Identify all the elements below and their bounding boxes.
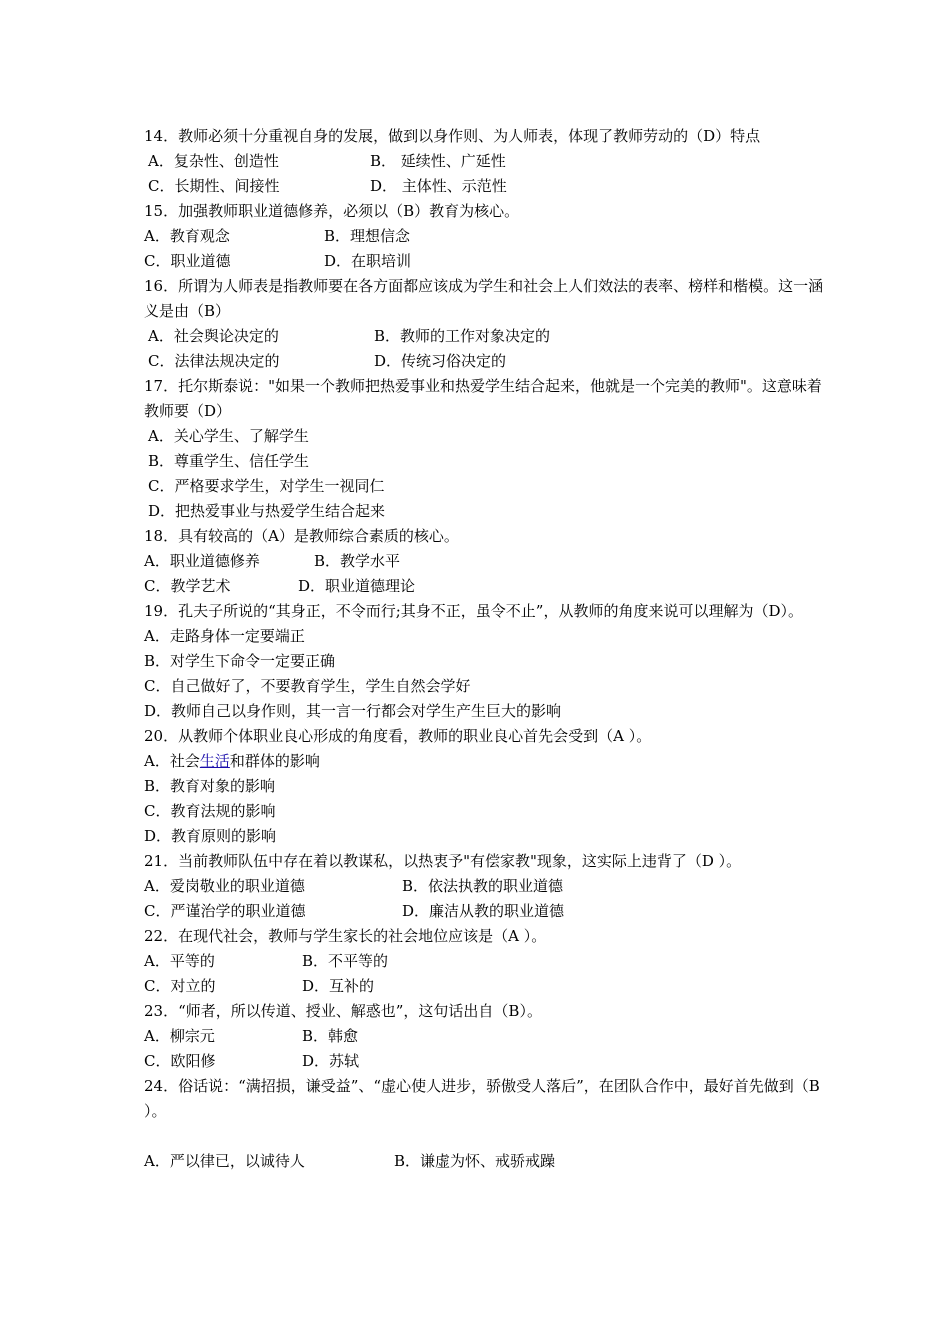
option-d: D．职业道德理论 bbox=[298, 577, 416, 595]
option-c: C．法律法规决定的 bbox=[148, 352, 280, 370]
question-24-stem: 24．俗话说：“满招损，谦受益”、“虚心使人进步，骄傲受人落后”，在团队合作中，最好首先做到（B ）。 bbox=[144, 1077, 820, 1120]
question-list bbox=[144, 124, 824, 1174]
option-b: B．尊重学生、信任学生 bbox=[148, 452, 310, 470]
life-link[interactable]: 生活 bbox=[199, 752, 230, 770]
option-b: B．依法执教的职业道德 bbox=[402, 877, 564, 895]
question-21-stem: 21．当前教师队伍中存在着以教谋私，以热衷予"有偿家教"现象，这实际上违背了（D ）。 bbox=[144, 852, 742, 870]
question-20-stem: 20．从教师个体职业良心形成的角度看，教师的职业良心首先会受到（A ）。 bbox=[144, 727, 652, 745]
option-c: C．欧阳修 bbox=[144, 1052, 216, 1070]
option-a-suffix: 和群体的影响 bbox=[229, 752, 320, 770]
option-a: A．平等的 bbox=[144, 952, 215, 970]
option-a: A．走路身体一定要端正 bbox=[144, 627, 305, 645]
question-18-stem: 18．具有较高的（A）是教师综合素质的核心。 bbox=[144, 527, 459, 545]
option-b: B．不平等的 bbox=[302, 952, 389, 970]
option-a: A．关心学生、了解学生 bbox=[148, 427, 309, 445]
option-b: B． 延续性、广延性 bbox=[370, 152, 506, 170]
option-c: C．对立的 bbox=[144, 977, 216, 995]
option-b: B．教学水平 bbox=[314, 552, 401, 570]
option-c: C．职业道德 bbox=[144, 252, 231, 270]
option-d: D．传统习俗决定的 bbox=[374, 352, 507, 370]
question-19-stem: 19．孔夫子所说的“其身正，不令而行;其身不正，虽令不止”，从教师的角度来说可以理解为（D）。 bbox=[144, 602, 804, 620]
option-a-prefix: A．社会 bbox=[144, 752, 200, 770]
option-c: C．长期性、间接性 bbox=[148, 177, 280, 195]
question-16-options-row-1 bbox=[144, 324, 824, 349]
option-c: C．教学艺术 bbox=[144, 577, 231, 595]
option-d: D．教师自己以身作则，其一言一行都会对学生产生巨大的影响 bbox=[144, 702, 562, 720]
question-18-options-row-1 bbox=[144, 549, 824, 574]
option-d: D． 主体性、示范性 bbox=[370, 177, 507, 195]
option-c: C．自己做好了，不要教育学生，学生自然会学好 bbox=[144, 677, 471, 695]
question-22-stem: 22．在现代社会，教师与学生家长的社会地位应该是（A ）。 bbox=[144, 927, 547, 945]
option-b: B．对学生下命令一定要正确 bbox=[144, 652, 336, 670]
option-d: D．互补的 bbox=[302, 977, 375, 995]
option-a: A．柳宗元 bbox=[144, 1027, 215, 1045]
option-a: A．职业道德修养 bbox=[144, 552, 260, 570]
question-18-options-row-2 bbox=[144, 574, 824, 599]
question-15-stem: 15．加强教师职业道德修养，必须以（B）教育为核心。 bbox=[144, 202, 520, 220]
option-b: B．教育对象的影响 bbox=[144, 777, 276, 795]
question-14-options-row-1 bbox=[144, 149, 824, 174]
question-16-options-row-2 bbox=[144, 349, 824, 374]
question-23-options-row-1 bbox=[144, 1024, 824, 1049]
question-14-options-row-2 bbox=[144, 174, 824, 199]
question-23-options-row-2 bbox=[144, 1049, 824, 1074]
question-17-stem: 17．托尔斯泰说："如果一个教师把热爱事业和热爱学生结合起来，他就是一个完美的教师"。这意味着教师要（D） bbox=[144, 377, 822, 420]
option-d: D．把热爱事业与热爱学生结合起来 bbox=[148, 502, 386, 520]
option-a: A．爱岗敬业的职业道德 bbox=[144, 877, 305, 895]
option-d: D．在职培训 bbox=[324, 252, 412, 270]
question-15-options-row-1 bbox=[144, 224, 824, 249]
option-d: D．教育原则的影响 bbox=[144, 827, 277, 845]
option-b: B．韩愈 bbox=[302, 1027, 359, 1045]
option-a: A．教育观念 bbox=[144, 227, 230, 245]
option-c: C．严格要求学生，对学生一视同仁 bbox=[148, 477, 385, 495]
option-a: A．社会舆论决定的 bbox=[148, 327, 279, 345]
option-b: B．教师的工作对象决定的 bbox=[374, 327, 551, 345]
question-16-stem: 16．所谓为人师表是指教师要在各方面都应该成为学生和社会上人们效法的表率、榜样和楷模。这一涵义是由（B） bbox=[144, 277, 824, 320]
option-d: D．苏轼 bbox=[302, 1052, 360, 1070]
question-14-stem: 14．教师必须十分重视自身的发展，做到以身作则、为人师表，体现了教师劳动的（D）特点 bbox=[144, 127, 761, 145]
option-a: A．复杂性、创造性 bbox=[148, 152, 279, 170]
option-c: C．教育法规的影响 bbox=[144, 802, 276, 820]
option-c: C．严谨治学的职业道德 bbox=[144, 902, 306, 920]
option-a: A．严以律已，以诚待人 bbox=[144, 1152, 305, 1170]
question-22-options-row-1 bbox=[144, 949, 824, 974]
option-b: B．理想信念 bbox=[324, 227, 411, 245]
blank-line bbox=[144, 1124, 824, 1149]
question-23-stem: 23．“师者，所以传道、授业、解惑也”，这句话出自（B）。 bbox=[144, 1002, 542, 1020]
question-24-options-row-1 bbox=[144, 1149, 824, 1174]
question-21-options-row-2 bbox=[144, 899, 824, 924]
option-d: D．廉洁从教的职业道德 bbox=[402, 902, 565, 920]
question-21-options-row-1 bbox=[144, 874, 824, 899]
question-15-options-row-2 bbox=[144, 249, 824, 274]
option-b: B．谦虚为怀、戒骄戒躁 bbox=[394, 1152, 556, 1170]
question-22-options-row-2 bbox=[144, 974, 824, 999]
option-a bbox=[144, 749, 824, 774]
